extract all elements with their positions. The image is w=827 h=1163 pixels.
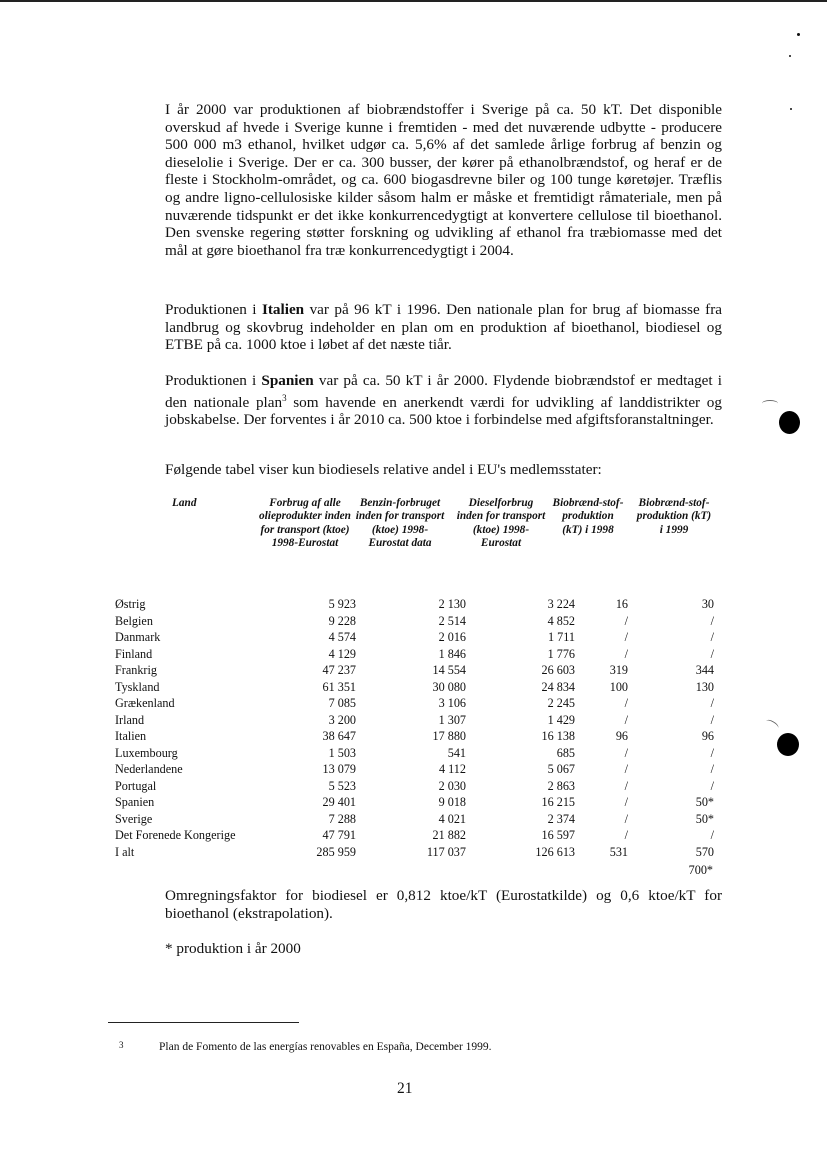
punch-hole (779, 411, 800, 434)
table-row (115, 712, 725, 729)
cell-prod-1998: / (624, 646, 628, 661)
table-row (115, 695, 725, 712)
cell-diesel: 3 224 (547, 597, 575, 611)
cell-land: Det Forenede Kongerige (115, 828, 236, 842)
cell-land: Irland (115, 712, 145, 727)
punch-hole (777, 733, 799, 756)
cell-prod-1998: / (624, 828, 628, 842)
cell-diesel: 5 067 (547, 762, 575, 776)
cell-forbrug: 47 791 (322, 828, 356, 842)
header-land: Land (172, 497, 197, 509)
table-intro: Følgende tabel viser kun biodiesels relative andel i EU's medlemsstater: (165, 461, 602, 478)
cell-land: I alt (115, 844, 135, 859)
cell-benzin: 2 514 (438, 613, 466, 628)
cell-benzin: 3 106 (438, 696, 466, 710)
cell-land: Grækenland (115, 696, 175, 710)
table-row (115, 794, 725, 811)
cell-prod-1998: / (624, 630, 628, 644)
footnote-number: 3 (119, 1040, 124, 1050)
cell-prod-1999: 50* (695, 811, 714, 826)
cell-diesel: 1 429 (547, 712, 575, 727)
cell-land: Belgien (115, 613, 153, 628)
table-row (115, 613, 725, 630)
header-diesel: Dieselforbrug inden for transport (ktoe) 1998-Eurostat (456, 497, 546, 550)
table-row (115, 728, 725, 745)
cell-prod-1998: / (624, 795, 628, 809)
cell-forbrug: 38 647 (322, 729, 356, 743)
cell-diesel: 26 603 (541, 663, 575, 677)
cell-benzin: 2 016 (438, 630, 466, 644)
cell-diesel: 1 711 (548, 630, 575, 644)
cell-prod-1999: 50* (695, 795, 714, 809)
table-row (115, 629, 725, 646)
cell-prod-1998: 531 (609, 844, 628, 859)
punch-hole-edge (762, 400, 778, 407)
scan-speck (790, 108, 792, 110)
table-row-total (115, 844, 725, 861)
cell-benzin: 1 846 (438, 646, 466, 661)
cell-prod-1999: / (710, 630, 714, 644)
cell-land: Italien (115, 729, 147, 743)
cell-prod-1998: 96 (615, 729, 628, 743)
p3-post: som havende en anerkendt værdi for udvikling af landdistrikter og jobskabelse. Der forventes i år 2010 ca. 500 ktoe i forbindelse med afgiftsforanstaltninger. (165, 393, 722, 429)
footnote-divider (108, 1022, 299, 1023)
paragraph-italien (165, 301, 722, 354)
cell-prod-1998: / (624, 712, 628, 727)
p2-bold: Italien (261, 301, 305, 318)
cell-prod-1998: / (624, 778, 628, 793)
cell-prod-1999: / (710, 712, 714, 727)
table-row (115, 662, 725, 679)
cell-diesel: 2 374 (547, 811, 575, 826)
conversion-note: Omregningsfaktor for biodiesel er 0,812 ktoe/kT (Eurostatkilde) og 0,6 ktoe/kT for bioethanol (ekstrapolation). (165, 887, 722, 922)
p2-pre: Produktionen i (165, 301, 262, 318)
cell-prod-1999: / (710, 778, 714, 793)
table-row (115, 811, 725, 828)
p3-pre: Produktionen i (165, 372, 262, 389)
table-row (115, 827, 725, 844)
cell-land: Frankrig (115, 663, 157, 677)
paragraph-sverige: I år 2000 var produktionen af biobrændstoffer i Sverige på ca. 50 kT. Det disponible overskud af hvede i Sverige kunne i fremtiden - med det nuværende udbytte - producere 500 000 m3 ethanol, hvilket udgør ca. 5,6% af det samlede årlige forbrug af benzin og dieselolie i Sverige. Der er ca. 300 busser, der kører på ethanolbrændstof, og heraf er de fleste i Stockholm-området, og ca. 600 biogasdrevne biler og 100 tunge køretøjer. Træflis og andre ligno-cellulosiske kilder såsom halm er måske et fremtidigt råmateriale, men på nuværende tidspunkt er det ikke konkurrencedygtigt at konvertere cellulose til bioethanol. Den svenske regering støtter forskning og udvikling af ethanol fra træbiomasse med det mål at gøre bioethanol fra træ konkurrencedygtigt i 2004. (165, 101, 722, 259)
cell-prod-1999: / (710, 646, 714, 661)
cell-land: Luxembourg (115, 745, 178, 760)
cell-benzin: 4 021 (438, 811, 466, 826)
cell-forbrug: 5 923 (328, 597, 356, 611)
cell-diesel: 1 776 (547, 646, 575, 661)
cell-forbrug: 285 959 (316, 844, 356, 859)
cell-diesel: 2 863 (547, 778, 575, 793)
cell-forbrug: 47 237 (322, 663, 356, 677)
cell-benzin: 117 037 (426, 844, 466, 859)
scan-speck (789, 55, 791, 57)
cell-prod-1998: / (624, 745, 628, 760)
cell-diesel: 126 613 (535, 844, 575, 859)
cell-benzin: 2 030 (438, 778, 466, 793)
cell-prod-1998: 100 (609, 679, 628, 694)
header-forbrug: Forbrug af alle olieprodukter inden for transport (ktoe) 1998-Eurostat (259, 497, 351, 550)
cell-prod-1999: / (710, 828, 714, 842)
cell-prod-1998: / (624, 696, 628, 710)
cell-land: Portugal (115, 778, 157, 793)
cell-forbrug: 7 288 (328, 811, 356, 826)
p2-post: var på 96 kT i 1996. Den nationale plan for brug af biomasse fra landbrug og skovbrug indeholder en plan om en produktion af bioethanol, biodiesel og ETBE på ca. 1000 ktoe i løbet af det næste tiår. (165, 301, 722, 354)
asterisk-note: * produktion i år 2000 (165, 940, 301, 957)
cell-prod-1999: 96 (701, 729, 714, 743)
cell-forbrug: 9 228 (328, 613, 356, 628)
table-row (115, 745, 725, 762)
cell-forbrug: 3 200 (328, 712, 356, 727)
cell-land: Østrig (115, 597, 146, 611)
cell-prod-1999: 570 (695, 844, 714, 859)
cell-benzin: 9 018 (438, 795, 466, 809)
cell-prod-1999: 30 (701, 597, 714, 611)
cell-prod-1999: / (710, 613, 714, 628)
scan-speck (797, 33, 800, 36)
cell-forbrug: 13 079 (322, 762, 356, 776)
cell-prod-1999: / (710, 762, 714, 776)
cell-prod-1999: / (710, 745, 714, 760)
table-row (115, 596, 725, 613)
cell-forbrug: 7 085 (328, 696, 356, 710)
cell-land: Sverige (115, 811, 153, 826)
punch-hole-edge (764, 718, 780, 731)
cell-land: Nederlandene (115, 762, 183, 776)
cell-land: Finland (115, 646, 153, 661)
cell-benzin: 17 880 (432, 729, 466, 743)
footnote-text: Plan de Fomento de las energías renovables en España, December 1999. (159, 1041, 492, 1053)
cell-diesel: 24 834 (541, 679, 575, 694)
cell-prod-1998: / (624, 762, 628, 776)
cell-land: Danmark (115, 630, 161, 644)
cell-forbrug: 4 574 (328, 630, 356, 644)
cell-diesel: 685 (556, 745, 575, 760)
cell-land: Tyskland (115, 679, 160, 694)
cell-forbrug: 1 503 (328, 745, 356, 760)
cell-benzin: 14 554 (432, 663, 466, 677)
header-benzin: Benzin-forbruget inden for transport (ktoe) 1998-Eurostat data (355, 497, 445, 550)
header-prod-1999: Biobrænd-stof-produktion (kT) i 1999 (636, 497, 712, 536)
cell-benzin: 1 307 (438, 712, 466, 727)
cell-benzin: 21 882 (432, 828, 466, 842)
page-number: 21 (397, 1080, 413, 1097)
total-2000-note: 700* (688, 863, 713, 877)
cell-prod-1998: 319 (609, 663, 628, 677)
p3-bold: Spanien (261, 372, 314, 389)
cell-prod-1999: 130 (695, 679, 714, 694)
cell-benzin: 2 130 (438, 597, 466, 611)
cell-prod-1998: / (624, 613, 628, 628)
cell-land: Spanien (115, 795, 155, 809)
cell-diesel: 16 138 (541, 729, 575, 743)
cell-prod-1999: / (710, 696, 714, 710)
cell-prod-1999: 344 (695, 663, 714, 677)
header-prod-1998: Biobrænd-stof-produktion (kT) i 1998 (552, 497, 624, 536)
table-row (115, 679, 725, 696)
cell-benzin: 30 080 (432, 679, 466, 694)
paragraph-spanien (165, 372, 722, 429)
cell-diesel: 16 215 (541, 795, 575, 809)
cell-benzin: 4 112 (439, 762, 466, 776)
cell-benzin: 541 (447, 745, 466, 760)
cell-diesel: 4 852 (547, 613, 575, 628)
cell-prod-1998: / (624, 811, 628, 826)
table-row (115, 761, 725, 778)
table-row (115, 778, 725, 795)
cell-forbrug: 61 351 (322, 679, 356, 694)
table-row (115, 646, 725, 663)
footnote-ref: 3 (282, 392, 287, 403)
scan-top-edge (0, 0, 827, 2)
cell-forbrug: 5 523 (328, 778, 356, 793)
cell-diesel: 16 597 (541, 828, 575, 842)
cell-diesel: 2 245 (547, 696, 575, 710)
cell-forbrug: 29 401 (322, 795, 356, 809)
cell-prod-1998: 16 (615, 597, 628, 611)
p3-mid: var på ca. 50 kT i år 2000. Flydende biobrændstof er medtaget i den nationale plan (165, 372, 723, 411)
cell-forbrug: 4 129 (328, 646, 356, 661)
